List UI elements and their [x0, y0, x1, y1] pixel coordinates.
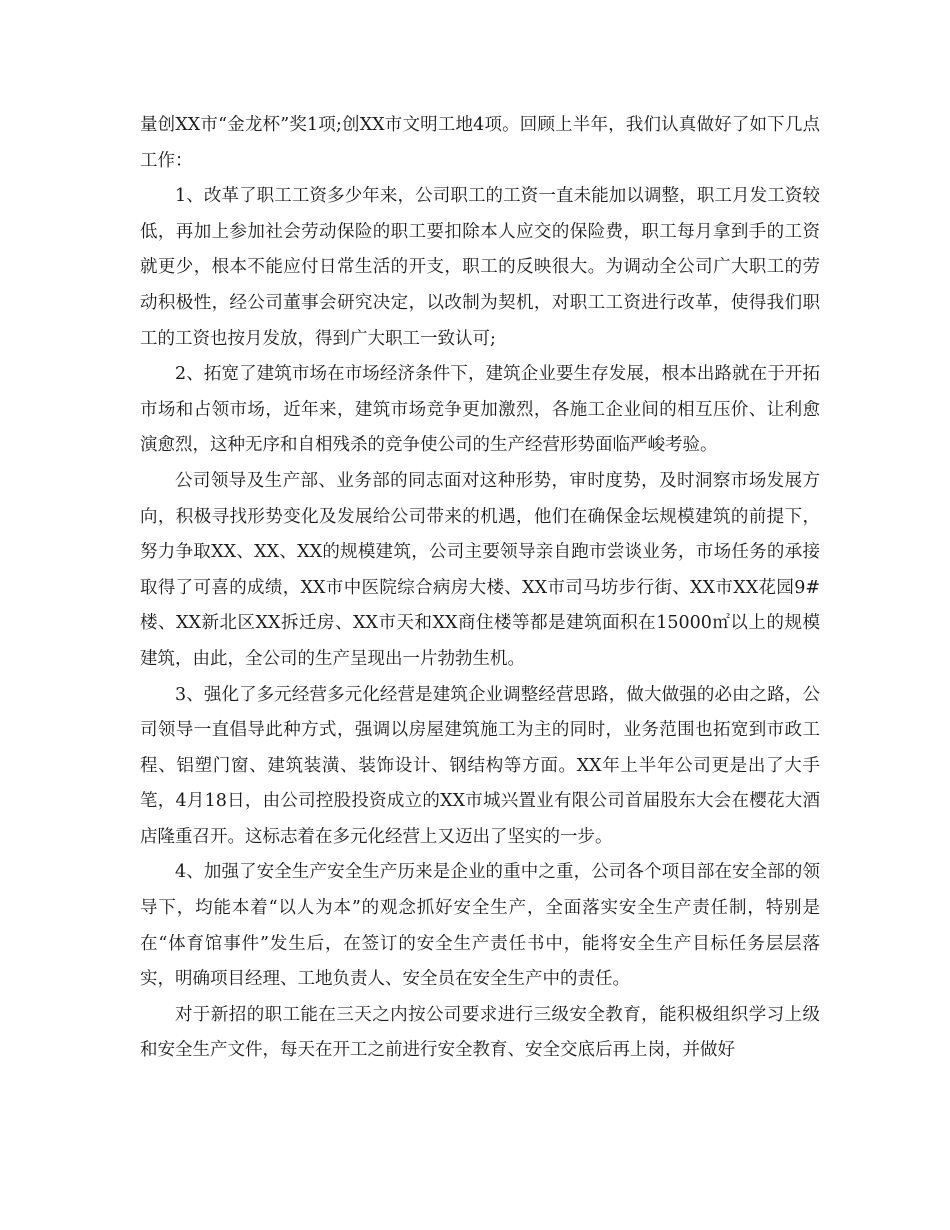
paragraph-6: 4、加强了安全生产安全生产历来是企业的重中之重，公司各个项目部在安全部的领导下，均能本着“以人为本”的观念抓好安全生产，全面落实安全生产责任制，特别是在“体育馆事件”发生后，在签订的安全生产责任书中，能将安全生产目标任务层层落实，明确项目经理、工地负责人、安全员在安全生产中的责任。 — [140, 862, 820, 990]
document-body — [140, 108, 820, 1069]
paragraph-5: 3、强化了多元经营多元化经营是建筑企业调整经营思路，做大做强的必由之路，公司领导一直倡导此种方式，强调以房屋建筑施工为主的同时，业务范围也拓宽到市政工程、铝塑门窗、建筑装潢、装饰设计、钢结构等方面。XX年上半年公司更是出了大手笔，4月18日，由公司控股投资成立的XX市城兴置业有限公司首届股东大会在樱花大酒店隆重召开。这标志着在多元化经营上又迈出了坚实的一步。 — [140, 684, 820, 847]
paragraph-7: 对于新招的职工能在三天之内按公司要求进行三级安全教育，能积极组织学习上级和安全生产文件，每天在开工之前进行安全教育、安全交底后再上岗，并做好 — [140, 1004, 820, 1061]
paragraph-1: 量创XX市“金龙杯”奖1项;创XX市文明工地4项。回顾上半年，我们认真做好了如下几点工作： — [140, 115, 820, 171]
paragraph-4: 公司领导及生产部、业务部的同志面对这种形势，审时度势，及时洞察市场发展方向，积极寻找形势变化及发展给公司带来的机遇，他们在确保金坛规模建筑的前提下，努力争取XX、XX、XX的规模建筑，公司主要领导亲自跑市尝谈业务，市场任务的承接取得了可喜的成绩，XX市中医院综合病房大楼、XX市司马坊步行街、XX市XX花园9#楼、XX新北区XX拆迁房、XX市天和XX商住楼等都是建筑面积在15000㎡以上的规模建筑，由此，全公司的生产呈现出一片勃勃生机。 — [140, 470, 820, 669]
paragraph-3: 2、拓宽了建筑市场在市场经济条件下，建筑企业要生存发展，根本出路就在于开拓市场和占领市场，近年来，建筑市场竞争更加激烈，各施工企业间的相互压价、让利愈演愈烈，这种无序和自相残杀的竞争使公司的生产经营形势面临严峻考验。 — [140, 364, 820, 456]
paragraph-2: 1、改革了职工工资多少年来，公司职工的工资一直未能加以调整，职工月发工资较低，再加上参加社会劳动保险的职工要扣除本人应交的保险费，职工每月拿到手的工资就更少，根本不能应付日常生活的开支，职工的反映很大。为调动全公司广大职工的劳动积极性，经公司董事会研究决定，以改制为契机，对职工工资进行改革，使得我们职工的工资也按月发放，得到广大职工一致认可; — [140, 186, 820, 349]
